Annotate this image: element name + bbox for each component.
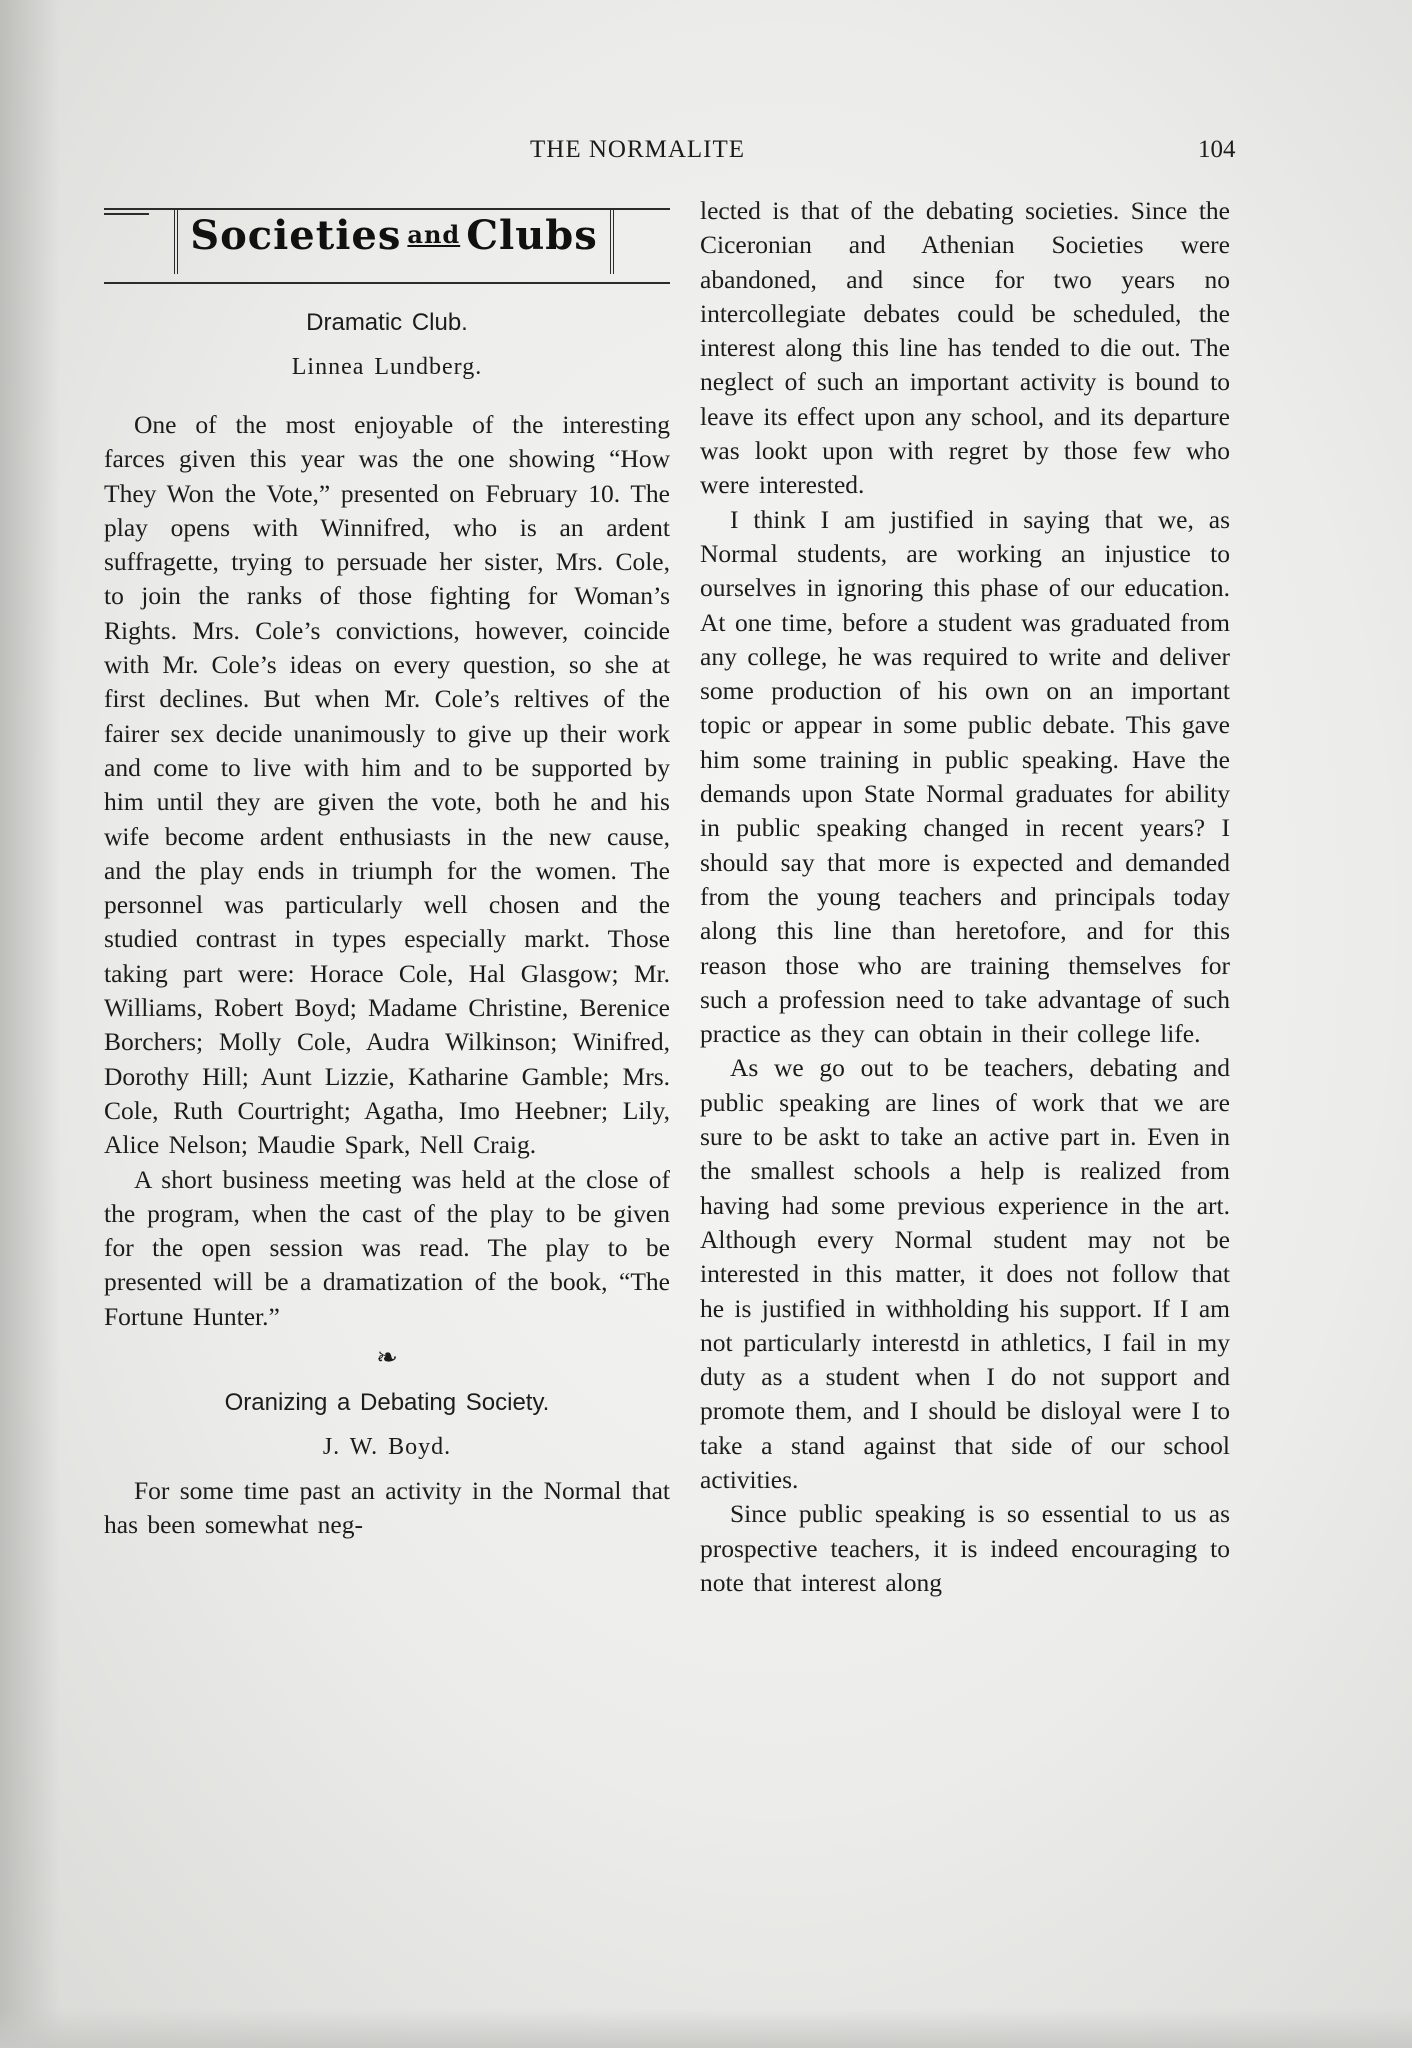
left-column	[104, 196, 670, 1543]
paragraph: I think I am justified in saying that we, as Normal students, are working an injustice to ourselves in ignoring this phase of our education. At one time, before a student was graduated from any college, he was required to write and deliver some production of his own on an important topic or appear in some public debate. This gave him some training in public speaking. Have the demands upon State Normal graduates for ability in public speaking changed in recent years? I should say that more is expected and demanded from the young teachers and principals today along this line than heretofore, and for this reason those who are training themselves for such a profession need to take advantage of such practice as they can obtain in their college life.	[700, 504, 1230, 1049]
article-author: J. W. Boyd.	[322, 1434, 452, 1461]
article-heading: Oranizing a Debating Society.	[224, 1389, 550, 1417]
article-author: Linnea Lundberg.	[291, 354, 483, 380]
running-head: THE NORMALITE	[530, 136, 746, 163]
page-edge-shadow	[0, 0, 60, 2048]
page-bottom-shadow	[0, 2008, 1412, 2048]
paragraph: As we go out to be teachers, debating and public speaking are lines of work that we are sure to be askt to take an active part in. Even in the smallest schools a help is realized from having had some previous experience in the art. Although every Normal student may not be interested in this matter, it does not follow that he is justified in withholding his support. If I am not particularly interestd in athletics, I fail in my duty as a student when I do not support and promote them, and I should be disloyal were I to take a stand against that side of our school activities.	[700, 1053, 1230, 1494]
paragraph: lected is that of the debating societies. Since the Ciceronian and Athenian Societies were abandoned, and since for two years no intercollegiate debates could be scheduled, the interest along this line has tended to die out. The neglect of such an important activity is bound to leave its effect upon any school, and its departure was lookt upon with regret by those few who were interested.	[700, 196, 1230, 500]
banner-rule-bottom	[104, 282, 670, 284]
page-number: 104	[1198, 136, 1236, 163]
right-column	[700, 194, 1230, 1600]
banner-box	[174, 208, 614, 274]
section-title-word2: Clubs	[466, 212, 598, 259]
paragraph: Since public speaking is so essential to us as prospective teachers, it is indeed encouraging to note that interest along	[700, 1499, 1230, 1597]
section-banner	[104, 196, 670, 288]
section-title-word1: Societies	[190, 212, 402, 259]
section-title	[190, 212, 598, 259]
banner-rule-top-short	[104, 213, 149, 215]
ornament-icon: ❧	[376, 1343, 398, 1373]
paragraph: A short business meeting was held at the close of the program, when the cast of the play to be given for the open session was read. The play to be presented will be a dramatization of the book, “The Fortune Hunter.”	[104, 1164, 670, 1331]
paragraph: One of the most enjoyable of the interesting farces given this year was the one showing “How They Won the Vote,” presented on February 10. The play opens with Winnifred, who is an ardent suffragette, trying to persuade her sister, Mrs. Cole, to join the ranks of those fighting for Woman’s Rights. Mrs. Cole’s convictions, however, coincide with Mr. Cole’s ideas on every question, so she at first declines. But when Mr. Cole’s reltives of the fairer sex decide unanimously to give up their work and come to live with him and to be supported by him until they are given the vote, both he and his wife become ardent enthusiasts in the new cause, and the play ends in triumph for the women. The personnel was particularly well chosen and the studied contrast in types especially markt. Those taking part were: Horace Cole, Hal Glasgow; Mr. Williams, Robert Boyd; Madame Christine, Berenice Borchers; Molly Cole, Audra Wilkinson; Winifred, Dorothy Hill; Aunt Lizzie, Katharine Gamble; Mrs. Cole, Ruth Courtright; Agatha, Imo Heebner; Lily, Alice Nelson; Maudie Spark, Nell Craig.	[104, 410, 670, 1160]
paragraph: For some time past an activity in the Normal that has been somewhat neg-	[104, 1476, 670, 1540]
section-title-and: and	[407, 220, 461, 249]
article-heading: Dramatic Club.	[306, 309, 468, 336]
